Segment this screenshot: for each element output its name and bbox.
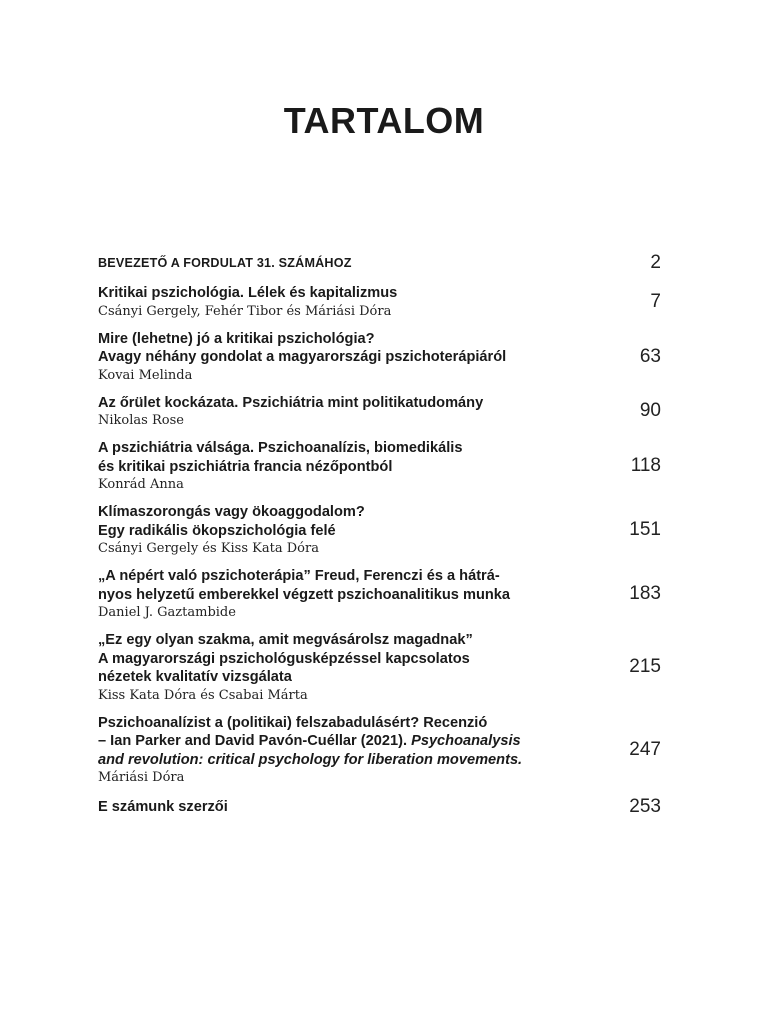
entry-title: BEVEZETŐ A FORDULAT 31. SZÁMÁHOZ bbox=[98, 255, 352, 270]
entry-title: Pszichoanalízist a (politikai) felszabadulásért? Recenzió – Ian Parker and David Pavón-Cuéllar (2021). Psychoanalysis and revolution: critical psychology for liberation movements. bbox=[98, 714, 523, 768]
entry-author: Kiss Kata Dóra és Csabai Márta bbox=[98, 687, 308, 703]
page-title: TARTALOM bbox=[283, 100, 485, 141]
toc-entry[interactable] bbox=[98, 714, 661, 787]
entry-page-number: 183 bbox=[629, 583, 661, 604]
entry-author: Daniel J. Gaztambide bbox=[98, 605, 236, 620]
toc-entry[interactable] bbox=[98, 631, 661, 704]
entry-page-number: 247 bbox=[629, 738, 661, 760]
entry-page-number: 151 bbox=[629, 519, 661, 540]
entry-title: „A népért való pszichoterápia” Freud, Ferenczi és a hátrá- nyos helyzetű emberekkel végzett pszichoanalitikus munka bbox=[98, 568, 511, 603]
table-of-contents bbox=[98, 252, 661, 828]
entry-title: Az őrület kockázata. Pszichiátria mint politikatudomány bbox=[98, 394, 484, 411]
toc-entry[interactable] bbox=[98, 394, 661, 430]
entry-author: Csányi Gergely, Fehér Tibor és Máriási Dóra bbox=[98, 303, 392, 319]
entry-author: Kovai Melinda bbox=[98, 367, 193, 383]
toc-entry[interactable] bbox=[98, 796, 661, 818]
entry-author: Konrád Anna bbox=[98, 477, 184, 492]
entry-author: Máriási Dóra bbox=[98, 770, 185, 785]
entry-title: Mire (lehetne) jó a kritikai pszichológia? Avagy néhány gondolat a magyarországi pszichoterápiáról bbox=[98, 330, 507, 365]
entry-title: A pszichiátria válsága. Pszichoanalízis, biomedikális és kritikai pszichiátria francia nézőpontból bbox=[98, 440, 463, 475]
entry-page-number: 253 bbox=[629, 796, 661, 817]
entry-title: E számunk szerzői bbox=[98, 798, 228, 815]
entry-page-number: 7 bbox=[650, 290, 661, 312]
entry-author: Csányi Gergely és Kiss Kata Dóra bbox=[98, 541, 319, 556]
entry-title: Kritikai pszichológia. Lélek és kapitalizmus bbox=[98, 285, 398, 301]
entry-page-number: 63 bbox=[639, 345, 661, 367]
toc-entry[interactable] bbox=[98, 284, 661, 320]
entry-page-number: 118 bbox=[630, 455, 661, 476]
toc-entry[interactable] bbox=[98, 503, 661, 557]
toc-entry[interactable] bbox=[98, 330, 661, 384]
toc-entry[interactable] bbox=[98, 567, 661, 621]
entry-title: Klímaszorongás vagy ökoaggodalom? Egy radikális ökopszichológia felé bbox=[98, 504, 365, 539]
entry-page-number: 90 bbox=[639, 400, 661, 422]
toc-entry[interactable] bbox=[98, 439, 661, 493]
entry-page-number: 2 bbox=[650, 252, 661, 273]
entry-page-number: 215 bbox=[629, 656, 661, 678]
toc-entry[interactable] bbox=[98, 252, 661, 274]
entry-author: Nikolas Rose bbox=[98, 413, 184, 428]
entry-title: „Ez egy olyan szakma, amit megvásárolsz magadnak” A magyarországi pszichológusképzéssel kapcsolatos nézetek kvalitatív vizsgálata bbox=[98, 632, 473, 685]
